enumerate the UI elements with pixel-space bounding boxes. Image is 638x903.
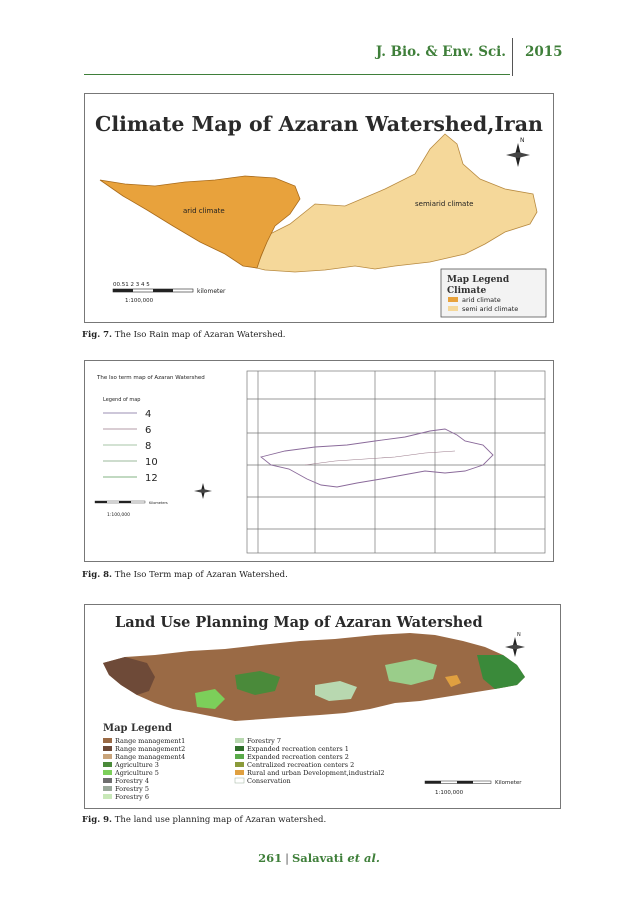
fig9-legend-item: Range management2 bbox=[115, 745, 186, 753]
footer-author: Salavati bbox=[292, 851, 344, 865]
figure-8-isoterm-map bbox=[84, 360, 554, 562]
fig9-map-title: Land Use Planning Map of Azaran Watershed bbox=[115, 614, 483, 631]
fig7-region-label-semiarid: semiarid climate bbox=[415, 200, 474, 208]
fig8-isoline bbox=[305, 451, 455, 465]
fig8-caption bbox=[82, 570, 288, 580]
fig7-region-label-arid: arid climate bbox=[183, 207, 225, 215]
fig9-legend-title: Map Legend bbox=[103, 723, 173, 734]
header-rule bbox=[84, 74, 510, 75]
fig8-legend-item: 8 bbox=[145, 441, 152, 452]
fig9-caption-text: The land use planning map of Azaran watershed. bbox=[112, 815, 327, 825]
fig7-scale-ticks: 00.51 2 3 4 5 bbox=[113, 282, 150, 288]
page-footer bbox=[0, 851, 638, 865]
journal-year: 2015 bbox=[525, 44, 563, 60]
fig8-north-arrow-icon bbox=[194, 483, 212, 499]
fig8-scale-bar bbox=[95, 501, 168, 518]
fig9-legend-item: Expanded recreation centers 2 bbox=[247, 753, 349, 761]
fig8-map-title: The Iso term map of Azaran Watershed bbox=[97, 375, 205, 381]
fig7-scale-bar bbox=[113, 282, 226, 304]
fig9-scale-unit: Kilometer bbox=[495, 780, 522, 786]
fig9-legend-column-1 bbox=[103, 737, 185, 801]
svg-text:N: N bbox=[517, 632, 521, 638]
fig7-legend-title: Map Legend bbox=[447, 275, 510, 285]
fig8-legend bbox=[103, 409, 158, 484]
fig9-scale-ratio: 1:100,000 bbox=[435, 790, 464, 796]
page-number: 261 bbox=[258, 851, 283, 865]
fig9-north-arrow-icon bbox=[505, 632, 525, 657]
fig9-legend-column-2 bbox=[235, 737, 385, 785]
fig9-legend-item: Centralized recreation centers 2 bbox=[247, 761, 355, 769]
fig8-caption-label: Fig. 8. bbox=[82, 570, 112, 580]
fig8-legend-item: 6 bbox=[145, 425, 152, 436]
fig7-caption-text: The Iso Rain map of Azaran Watershed. bbox=[112, 330, 286, 340]
fig8-legend-title: Legend of map bbox=[103, 397, 141, 403]
fig8-map-frame bbox=[247, 371, 545, 553]
fig8-scale-unit: Kilometers bbox=[149, 501, 168, 505]
fig9-legend-item: Conservation bbox=[247, 777, 291, 785]
fig7-legend bbox=[441, 269, 546, 317]
fig8-scale-ratio: 1:100,000 bbox=[107, 513, 130, 518]
fig9-watershed-range1 bbox=[103, 633, 525, 721]
header-divider bbox=[512, 38, 513, 76]
fig9-legend-item: Agriculture 3 bbox=[115, 761, 159, 769]
fig7-north-arrow-icon bbox=[506, 137, 530, 167]
journal-name: J. Bio. & Env. Sci. bbox=[375, 44, 506, 60]
figure-9-land-use-map bbox=[84, 604, 561, 809]
fig9-legend bbox=[103, 723, 385, 801]
fig7-caption-label: Fig. 7. bbox=[82, 330, 112, 340]
fig9-legend-item: Forestry 7 bbox=[247, 737, 281, 745]
fig9-legend-item: Expanded recreation centers 1 bbox=[247, 745, 349, 753]
fig9-legend-item: Rural and urban Development,industrial2 bbox=[247, 769, 385, 777]
fig9-legend-item: Forestry 6 bbox=[115, 793, 149, 801]
fig9-legend-item: Range management4 bbox=[115, 753, 186, 761]
page-header bbox=[0, 38, 638, 74]
footer-separator: | bbox=[285, 851, 289, 865]
fig9-legend-item: Forestry 5 bbox=[115, 785, 149, 793]
fig7-legend-item: semi arid climate bbox=[462, 305, 519, 313]
fig9-legend-item: Agriculture 5 bbox=[115, 769, 159, 777]
fig7-scale-unit: kilometer bbox=[197, 288, 226, 295]
fig9-caption bbox=[82, 815, 326, 825]
fig7-map-title: Climate Map of Azaran Watershed,Iran bbox=[95, 112, 543, 136]
fig8-legend-item: 4 bbox=[145, 409, 152, 420]
fig7-caption bbox=[82, 330, 286, 340]
svg-text:N: N bbox=[520, 137, 525, 144]
fig9-scale-bar bbox=[425, 780, 522, 796]
fig8-legend-item: 12 bbox=[145, 473, 158, 484]
fig8-legend-item: 10 bbox=[145, 457, 158, 468]
fig7-legend-subtitle: Climate bbox=[447, 286, 487, 296]
fig9-caption-label: Fig. 9. bbox=[82, 815, 112, 825]
footer-etal: et al. bbox=[347, 851, 380, 865]
fig7-scale-ratio: 1:100,000 bbox=[125, 298, 154, 304]
figure-7-climate-map bbox=[84, 93, 554, 323]
fig9-legend-item: Range management1 bbox=[115, 737, 186, 745]
fig7-legend-item: arid climate bbox=[462, 296, 501, 304]
fig9-legend-item: Forestry 4 bbox=[115, 777, 149, 785]
fig8-caption-text: The Iso Term map of Azaran Watershed. bbox=[112, 570, 288, 580]
